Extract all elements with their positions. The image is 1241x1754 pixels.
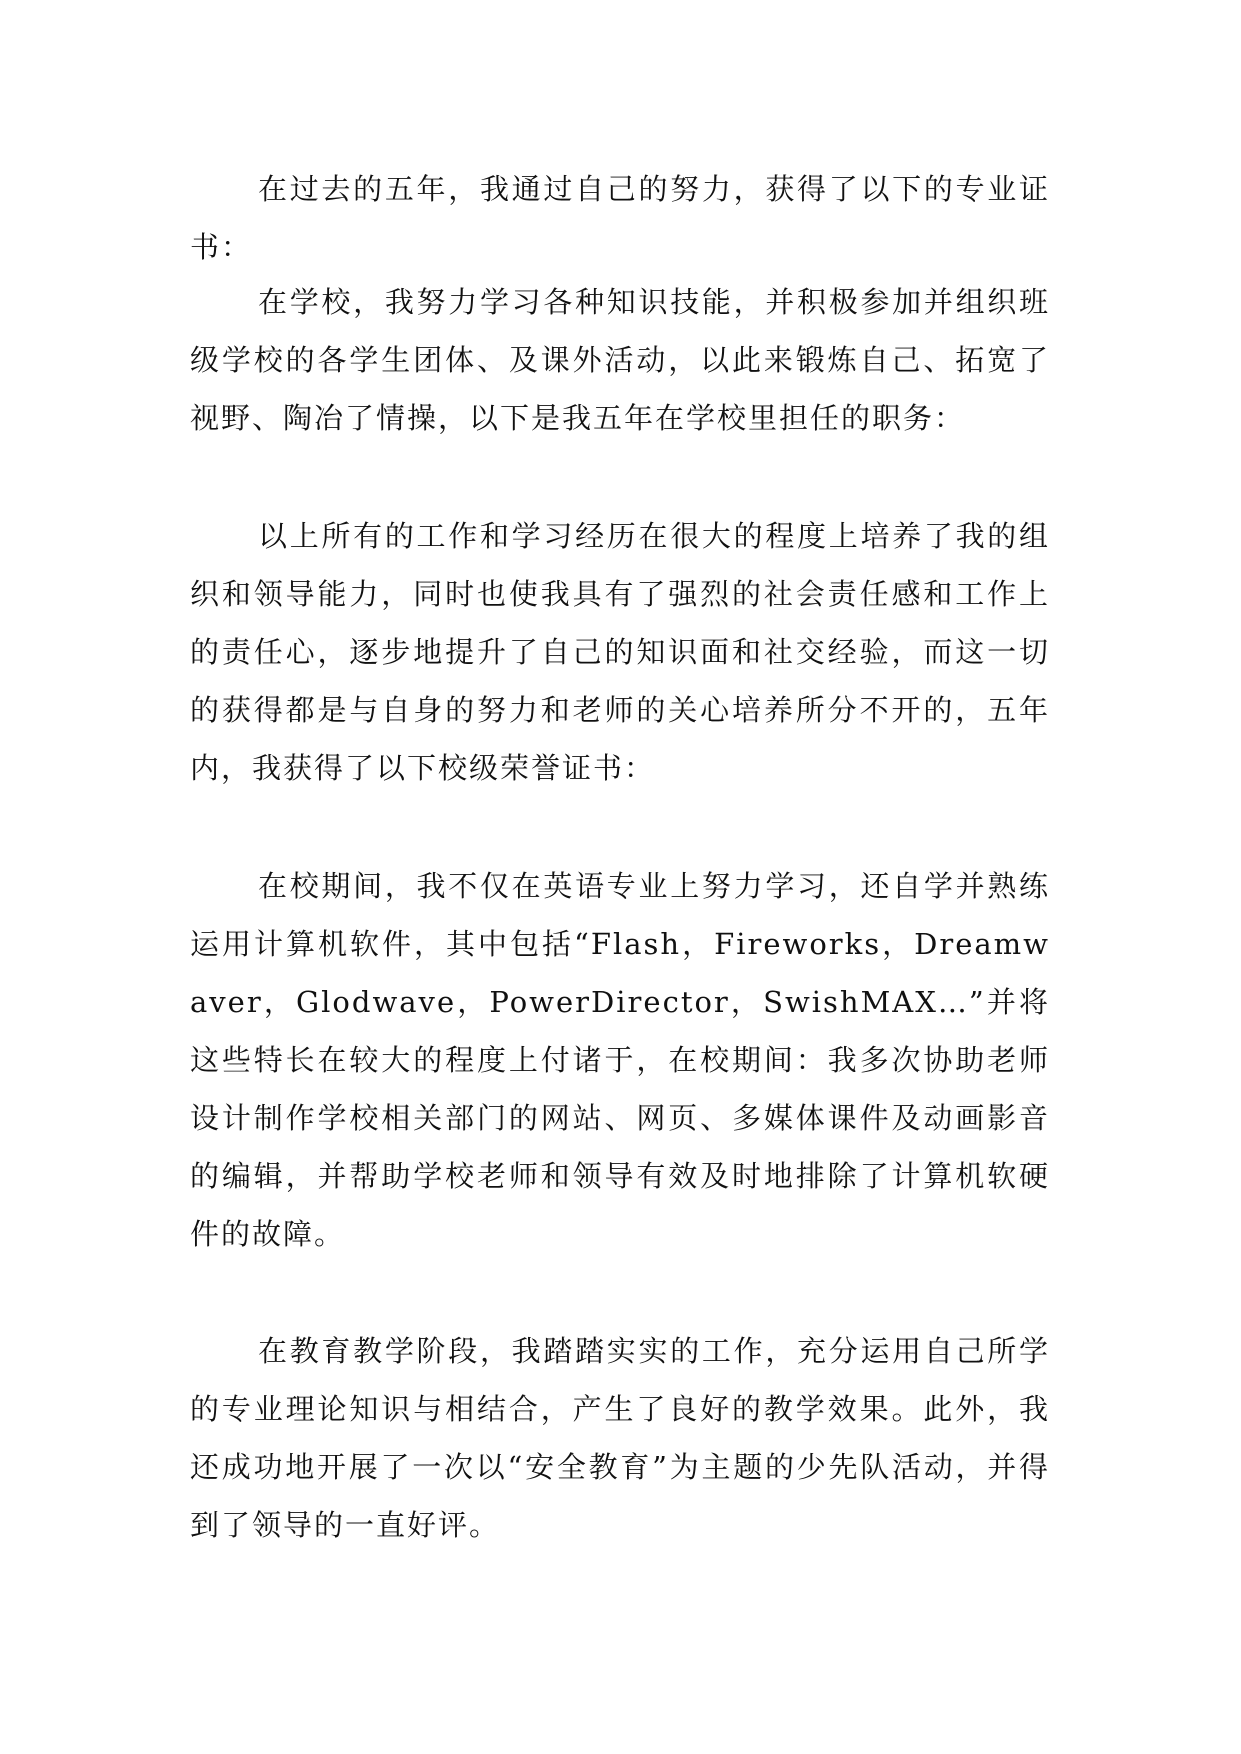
paragraph-computer-skills: 在校期间，我不仅在英语专业上努力学习，还自学并熟练运用计算机软件，其中包括“Flash，Fireworks，Dreamwaver，Glodwave，PowerDirector，SwishMAX…”并将这些特长在较大的程度上付诸于，在校期间：我多次协助老师设计制作学校相关部门的网站、网页、多媒体课件及动画影音的编辑，并帮助学校老师和领导有效及时地排除了计算机软硬件的故障。	[190, 869, 1050, 1251]
paragraph-certificates: 在过去的五年，我通过自己的努力，获得了以下的专业证书：	[190, 172, 1050, 264]
paragraph-school-duties: 在学校，我努力学习各种知识技能，并积极参加并组织班级学校的各学生团体、及课外活动，以此来锻炼自己、拓宽了视野、陶冶了情操，以下是我五年在学校里担任的职务：	[190, 285, 1050, 435]
paragraph-teaching-practice: 在教育教学阶段，我踏踏实实的工作，充分运用自己所学的专业理论知识与相结合，产生了良好的教学效果。此外，我还成功地开展了一次以“安全教育”为主题的少先队活动，并得到了领导的一直好评。	[190, 1334, 1050, 1542]
paragraph-abilities-honors: 以上所有的工作和学习经历在很大的程度上培养了我的组织和领导能力，同时也使我具有了强烈的社会责任感和工作上的责任心，逐步地提升了自己的知识面和社交经验，而这一切的获得都是与自身的努力和老师的关心培养所分不开的，五年内，我获得了以下校级荣誉证书：	[190, 519, 1050, 785]
